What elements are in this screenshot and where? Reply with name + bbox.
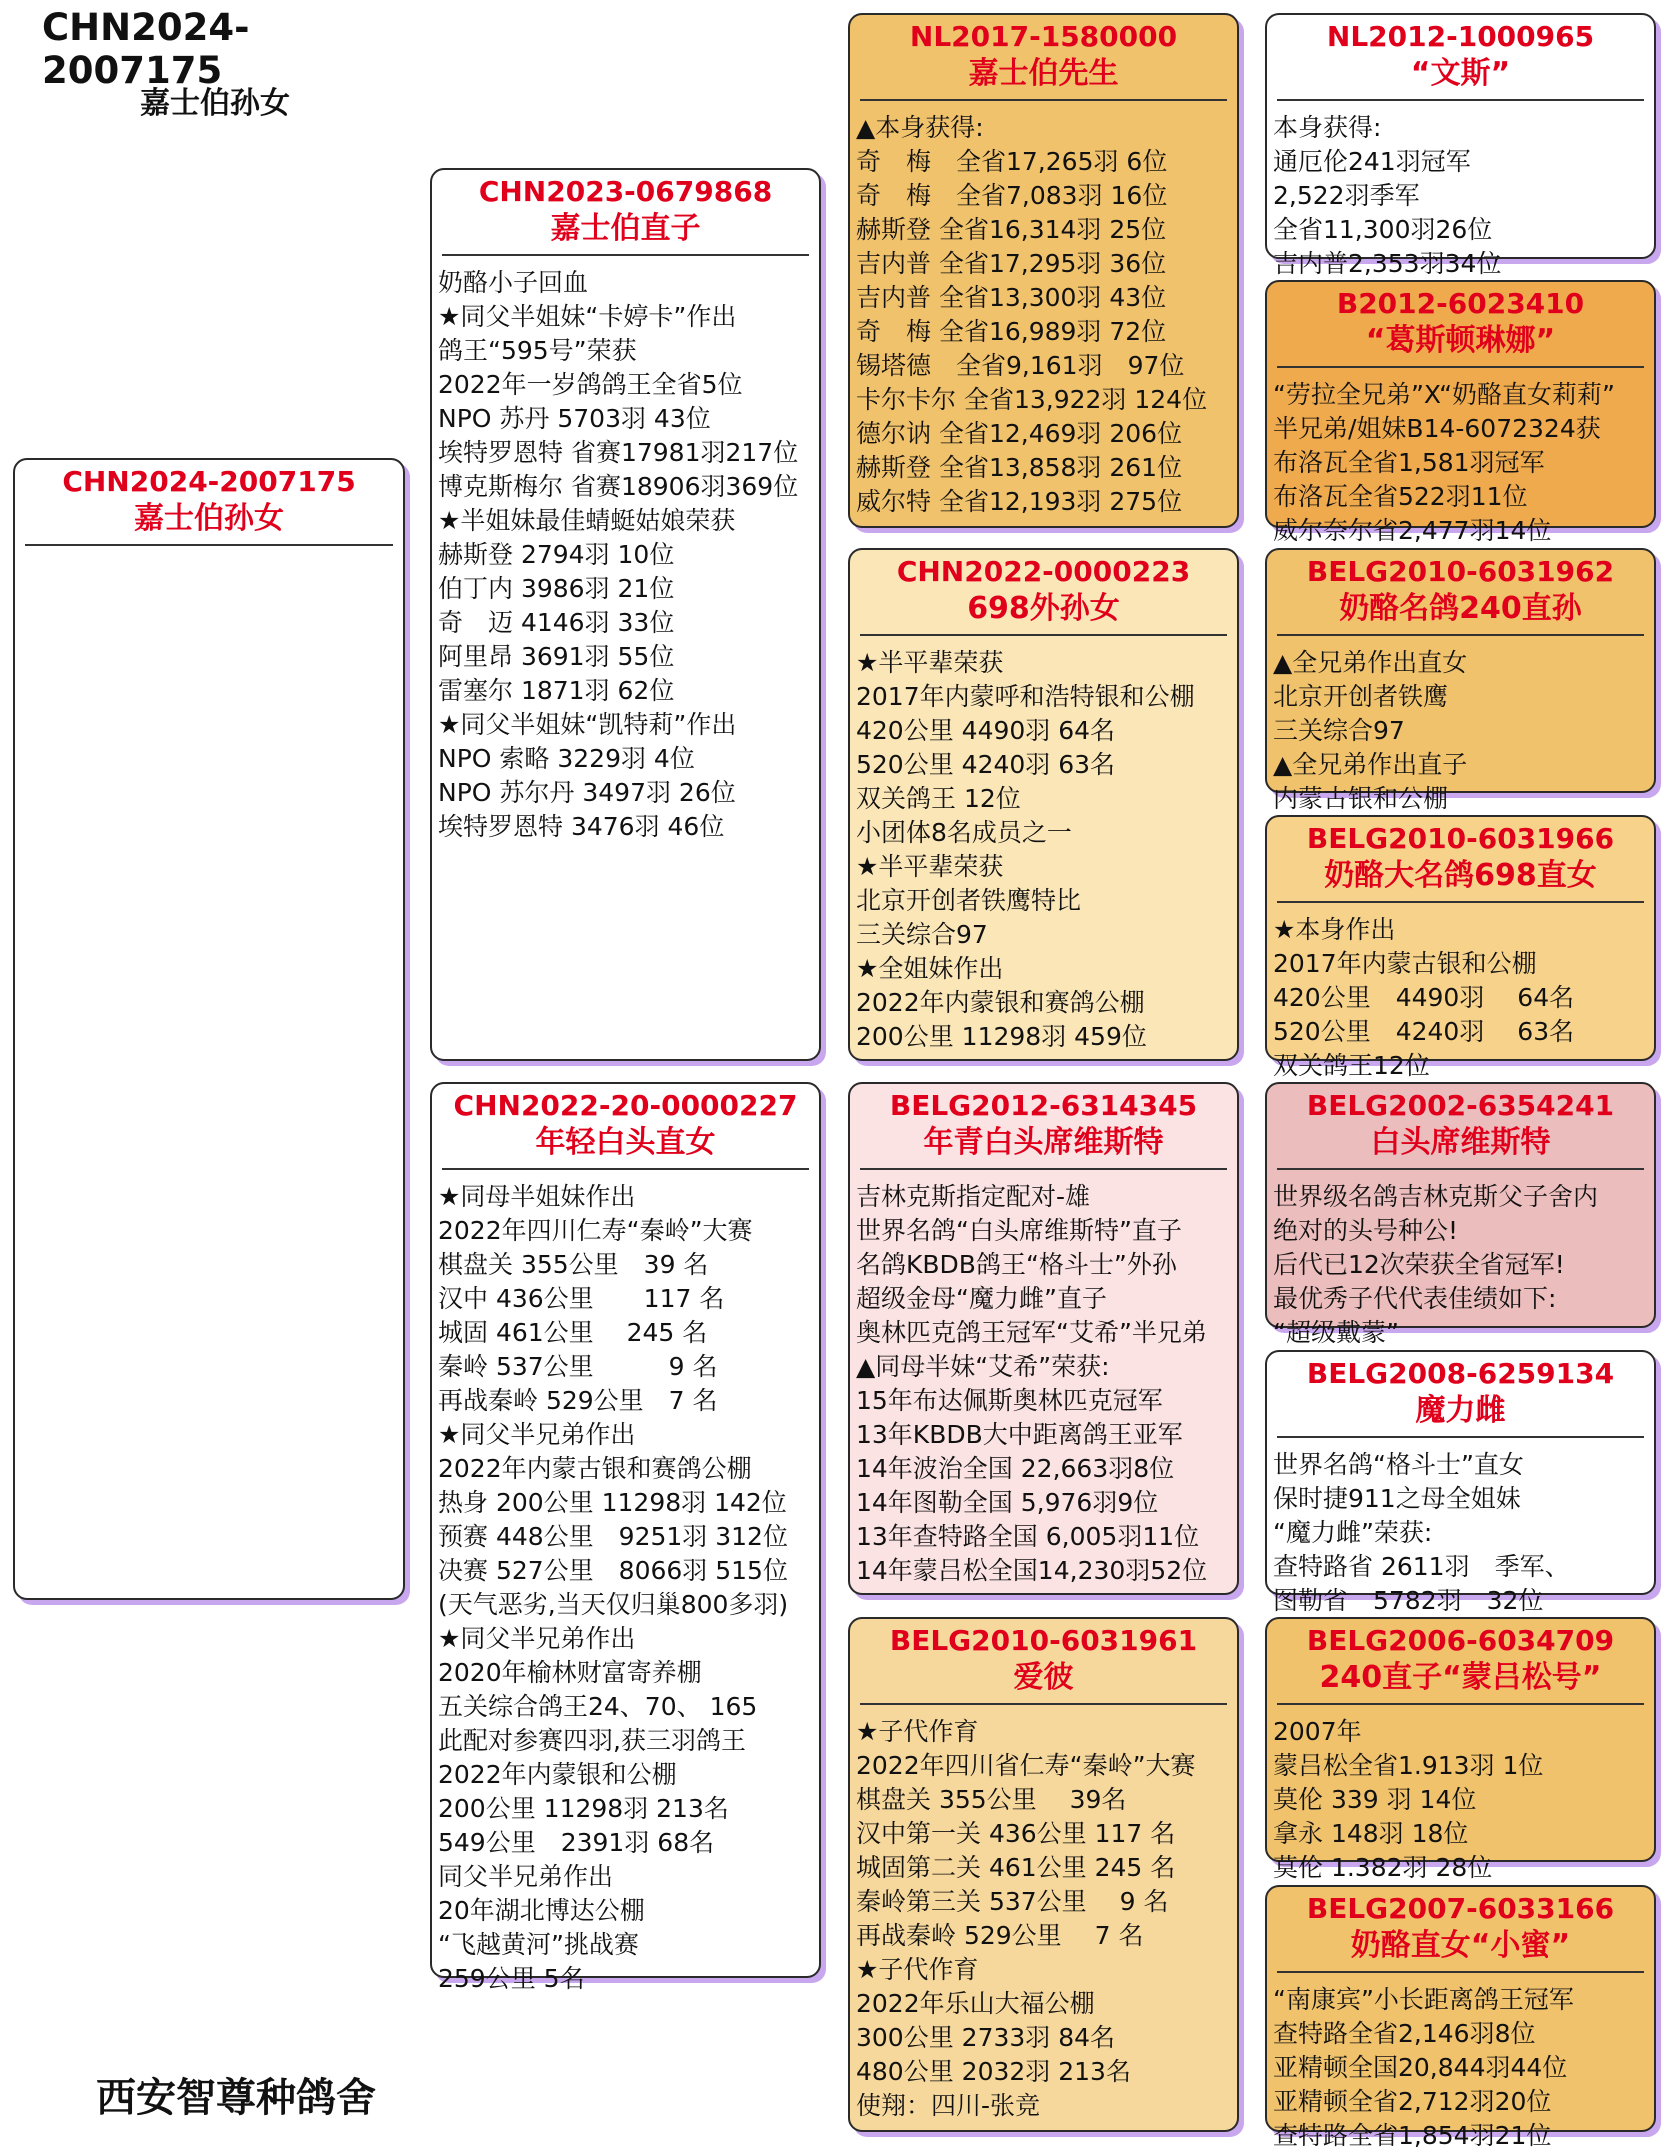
card-body (1267, 1983, 1654, 2153)
achievement-line: 德尔讷 全省12,469羽 206位 (856, 419, 1183, 448)
achievement-line: 城固第二关 461公里 245 名 (856, 1853, 1176, 1882)
divider (1277, 1971, 1644, 1973)
card-sire-sire[interactable] (848, 13, 1239, 528)
achievement-line: 拿永 148羽 18位 (1273, 1819, 1469, 1848)
card-subject[interactable] (13, 458, 405, 1600)
achievement-line: 本身获得: (1273, 113, 1382, 142)
achievement-line: 蒙吕松全省1.913羽 1位 (1273, 1751, 1544, 1780)
card-body (1267, 1180, 1654, 1350)
achievement-line: 后代已12次荣获全省冠军! (1273, 1250, 1565, 1279)
ring-number: CHN2023-0679868 (478, 175, 773, 208)
achievement-line: 奶酪小子回血 (438, 268, 589, 297)
achievement-line: “超级戴蒙” (1273, 1318, 1399, 1347)
achievement-line: 汉中 436公里 117 名 (438, 1284, 725, 1313)
achievement-line: 北京开创者铁鹰 (1273, 682, 1449, 711)
ring-number: BELG2008-6259134 (1306, 1357, 1615, 1390)
achievement-line: 吉内普 全省13,300羽 43位 (856, 283, 1167, 312)
card-dam[interactable] (430, 1082, 821, 1993)
achievement-line: 奇 迈 4146羽 33位 (438, 608, 675, 637)
achievement-line: 520公里 4240羽 63名 (856, 750, 1116, 779)
achievement-line: 图勒省 5782羽 32位 (1273, 1586, 1544, 1615)
bird-name: 嘉士伯先生 (968, 56, 1119, 91)
achievement-line: ★同母半姐妹作出 (438, 1182, 636, 1211)
achievement-line: 博克斯梅尔 省赛18906羽369位 (438, 472, 799, 501)
achievement-line: 双关鸽王 12位 (856, 784, 1021, 813)
achievement-line: ▲全兄弟作出直子 (1273, 750, 1468, 779)
achievement-line: 再战秦岭 529公里 7 名 (438, 1386, 718, 1415)
achievement-line: 半兄弟/姐妹B14-6072324获 (1273, 414, 1601, 443)
achievement-line: 布洛瓦全省1,581羽冠军 (1273, 448, 1545, 477)
card-body (1267, 1715, 1654, 1885)
achievement-line: 三关综合97 (856, 920, 988, 949)
achievement-line: 汉中第一关 436公里 117 名 (856, 1819, 1176, 1848)
achievement-line: 查特路全省1,854羽21位 (1273, 2121, 1552, 2150)
achievement-line: 小团体8名成员之一 (856, 818, 1072, 847)
achievement-line: 赫斯登 2794羽 10位 (438, 540, 675, 569)
achievement-line: 2022年内蒙银和公棚 (438, 1760, 677, 1789)
achievement-line: 预赛 448公里 9251羽 312位 (438, 1522, 788, 1551)
card-body (1267, 378, 1654, 548)
achievement-line: “劳拉全兄弟”X“奶酪直女莉莉” (1273, 380, 1615, 409)
achievement-line: 14年波治全国 22,663羽8位 (856, 1454, 1175, 1483)
achievement-line: 奥林匹克鸽王冠军“艾希”半兄弟 (856, 1318, 1207, 1347)
ring-number: BELG2012-6314345 (889, 1089, 1198, 1122)
card-dam-sire[interactable] (848, 1082, 1239, 1595)
ring-number: BELG2010-6031966 (1306, 822, 1615, 855)
card-body (850, 111, 1237, 519)
achievement-line: 13年KBDB大中距离鸽王亚军 (856, 1420, 1183, 1449)
achievement-line: NPO 苏丹 5703羽 43位 (438, 404, 711, 433)
bird-name: 嘉士伯孙女 (134, 501, 284, 536)
ring-number: B2012-6023410 (1336, 287, 1585, 320)
bird-name: 年青白头席维斯特 (923, 1125, 1164, 1160)
ring-number: BELG2007-6033166 (1306, 1892, 1615, 1925)
achievement-line: 世界名鸽“白头席维斯特”直子 (856, 1216, 1182, 1245)
achievement-line: 14年蒙吕松全国14,230羽52位 (856, 1556, 1208, 1585)
achievement-line: 三关综合97 (1273, 716, 1405, 745)
achievement-line: (天气恶劣,当天仅归巢800多羽) (438, 1590, 789, 1619)
card-body (1267, 913, 1654, 1083)
divider (442, 254, 809, 256)
card-body (850, 1180, 1237, 1588)
achievement-line: 2022年四川仁寿“秦岭”大赛 (438, 1216, 753, 1245)
achievement-line: 阿里昂 3691羽 55位 (438, 642, 675, 671)
achievement-line: 2017年内蒙古银和公棚 (1273, 949, 1537, 978)
divider (1277, 1168, 1644, 1170)
page-bird-name: 嘉士伯孙女 (140, 86, 290, 121)
card-dam-dam[interactable] (848, 1617, 1239, 2132)
card-sire-dam[interactable] (848, 548, 1239, 1061)
ring-number: CHN2024-2007175 (62, 465, 356, 498)
achievement-line: 通厄伦241羽冠军 (1273, 147, 1471, 176)
card-body (850, 646, 1237, 1054)
achievement-line: 2017年内蒙呼和浩特银和公棚 (856, 682, 1195, 711)
divider (1277, 99, 1644, 101)
achievement-line: 保时捷911之母全姐妹 (1273, 1484, 1521, 1513)
achievement-line: 420公里 4490羽 64名 (856, 716, 1116, 745)
achievement-line: 520公里 4240羽 63名 (1273, 1017, 1575, 1046)
achievement-line: 2,522羽季军 (1273, 181, 1420, 210)
achievement-line: 鸽王“595号”荣获 (438, 336, 637, 365)
card-dsd[interactable] (1265, 1350, 1656, 1615)
achievement-line: 卡尔卡尔 全省13,922羽 124位 (856, 385, 1208, 414)
card-sds[interactable] (1265, 548, 1656, 813)
divider (860, 99, 1227, 101)
achievement-line: 15年布达佩斯奥林匹克冠军 (856, 1386, 1163, 1415)
achievement-line: 莫伦 1.382羽 28位 (1273, 1853, 1493, 1882)
divider (1277, 634, 1644, 636)
card-ddd[interactable] (1265, 1885, 1656, 2150)
achievement-line: 200公里 11298羽 459位 (856, 1022, 1147, 1051)
divider (860, 634, 1227, 636)
achievement-line: 秦岭第三关 537公里 9 名 (856, 1887, 1169, 1916)
bird-name: 年轻白头直女 (535, 1125, 716, 1160)
ring-number: BELG2010-6031962 (1306, 555, 1615, 588)
achievement-line: 2022年乐山大福公棚 (856, 1989, 1095, 2018)
bird-name: 240直子“蒙吕松号” (1319, 1660, 1602, 1695)
achievement-line: ★半姐妹最佳蜻蜓姑娘荣获 (438, 506, 736, 535)
achievement-line: “南康宾”小长距离鸽王冠军 (1273, 1985, 1574, 2014)
bird-name: 魔力雌 (1415, 1393, 1506, 1428)
achievement-line: ▲本身获得: (856, 113, 984, 142)
card-sdd[interactable] (1265, 815, 1656, 1080)
card-dds[interactable] (1265, 1617, 1656, 1882)
achievement-line: 秦岭 537公里 9 名 (438, 1352, 718, 1381)
achievement-line: 查特路全省2,146羽8位 (1273, 2019, 1536, 2048)
achievement-line: ▲全兄弟作出直女 (1273, 648, 1468, 677)
ring-number: CHN2022-20-0000227 (453, 1089, 798, 1122)
achievement-line: 威尔特 全省12,193羽 275位 (856, 487, 1183, 516)
achievement-line: 200公里 11298羽 213名 (438, 1794, 729, 1823)
divider (860, 1168, 1227, 1170)
achievement-line: 棋盘关 355公里 39 名 (438, 1250, 709, 1279)
ring-number: BELG2002-6354241 (1306, 1089, 1615, 1122)
achievement-line: 内蒙古银和公棚 (1273, 784, 1449, 813)
achievement-line: 13年查特路全国 6,005羽11位 (856, 1522, 1200, 1551)
achievement-line: 城固 461公里 245 名 (438, 1318, 708, 1347)
achievement-line: ▲同母半妹“艾希”荣获: (856, 1352, 1110, 1381)
achievement-line: 2022年内蒙银和赛鸽公棚 (856, 988, 1145, 1017)
divider (1277, 366, 1644, 368)
achievement-line: 棋盘关 355公里 39名 (856, 1785, 1127, 1814)
card-body (432, 266, 819, 844)
achievement-line: 奇 梅 全省16,989羽 72位 (856, 317, 1167, 346)
ring-number: NL2017-1580000 (909, 20, 1178, 53)
achievement-line: 420公里 4490羽 64名 (1273, 983, 1575, 1012)
achievement-line: 再战秦岭 529公里 7 名 (856, 1921, 1144, 1950)
achievement-line: ★子代作育 (856, 1717, 979, 1746)
achievement-line: 20年湖北博达公棚 (438, 1896, 645, 1925)
achievement-line: 双关鸽王12位 (1273, 1051, 1430, 1080)
achievement-line: 2022年一岁鸽鸽王全省5位 (438, 370, 743, 399)
achievement-line: “飞越黄河”挑战赛 (438, 1930, 639, 1959)
achievement-line: 使翔：四川-张竞 (856, 2091, 1041, 2120)
achievement-line: 吉林克斯指定配对-雄 (856, 1182, 1091, 1211)
achievement-line: 决赛 527公里 8066羽 515位 (438, 1556, 788, 1585)
bird-name: 嘉士伯直子 (550, 211, 701, 246)
achievement-line: 五关综合鸽王24、70、 165 (438, 1692, 758, 1721)
achievement-line: 2020年榆林财富寄养棚 (438, 1658, 702, 1687)
divider (25, 544, 393, 546)
achievement-line: 赫斯登 全省13,858羽 261位 (856, 453, 1183, 482)
achievement-line: 雷塞尔 1871羽 62位 (438, 676, 675, 705)
achievement-line: ★半平辈荣获 (856, 648, 1004, 677)
achievement-line: ★同父半姐妹“卡婷卡”作出 (438, 302, 737, 331)
achievement-line: 布洛瓦全省522羽11位 (1273, 482, 1528, 511)
divider (860, 1703, 1227, 1705)
card-body (850, 1715, 1237, 2123)
achievement-line: 亚精顿全国20,844羽44位 (1273, 2053, 1568, 2082)
card-body (432, 1180, 819, 1996)
bird-name: 爱彼 (1013, 1660, 1074, 1695)
card-dss[interactable] (1265, 1082, 1656, 1347)
achievement-line: 绝对的头号种公! (1273, 1216, 1459, 1245)
achievement-line: NPO 索略 3229羽 4位 (438, 744, 695, 773)
achievement-line: 查特路省 2611羽 季军、 (1273, 1552, 1570, 1581)
ring-number: CHN2022-0000223 (896, 555, 1191, 588)
bird-name: 白头席维斯特 (1370, 1125, 1551, 1160)
card-ssd[interactable] (1265, 280, 1656, 545)
bird-name: 奶酪直女“小蜜” (1350, 1928, 1571, 1963)
achievement-line: 吉内普2,353羽34位 (1273, 249, 1502, 278)
ring-number: BELG2006-6034709 (1306, 1624, 1615, 1657)
achievement-line: 300公里 2733羽 84名 (856, 2023, 1116, 2052)
card-body (1267, 111, 1654, 281)
achievement-line: 埃特罗恩特 省赛17981羽217位 (438, 438, 799, 467)
achievement-line: 549公里 2391羽 68名 (438, 1828, 715, 1857)
achievement-line: NPO 苏尔丹 3497羽 26位 (438, 778, 736, 807)
achievement-line: 2007年 (1273, 1717, 1362, 1746)
achievement-line: 2022年四川省仁寿“秦岭”大赛 (856, 1751, 1196, 1780)
card-body (1267, 646, 1654, 816)
achievement-line: 北京开创者铁鹰特比 (856, 886, 1082, 915)
card-sire[interactable] (430, 168, 821, 1061)
achievement-line: 超级金母“魔力雌”直子 (856, 1284, 1107, 1313)
achievement-line: 锡塔德 全省9,161羽 97位 (856, 351, 1185, 380)
divider (1277, 901, 1644, 903)
achievement-line: 259公里 5名 (438, 1964, 585, 1993)
achievement-line: 14年图勒全国 5,976羽9位 (856, 1488, 1159, 1517)
achievement-line: 埃特罗恩特 3476羽 46位 (438, 812, 725, 841)
achievement-line: 世界名鸽“格斗士”直女 (1273, 1450, 1524, 1479)
bird-name: “葛斯顿琳娜” (1365, 323, 1556, 358)
achievement-line: ★同父半姐妹“凯特莉”作出 (438, 710, 737, 739)
achievement-line: 世界级名鸽吉林克斯父子舍内 (1273, 1182, 1599, 1211)
page-ring-number: CHN2024-2007175 (42, 6, 250, 92)
achievement-line: 奇 梅 全省17,265羽 6位 (856, 147, 1168, 176)
achievement-line: ★子代作育 (856, 1955, 979, 1984)
achievement-line: ★同父半兄弟作出 (438, 1420, 636, 1449)
bird-name: “文斯” (1410, 56, 1511, 91)
achievement-line: ★本身作出 (1273, 915, 1396, 944)
achievement-line: 热身 200公里 11298羽 142位 (438, 1488, 787, 1517)
achievement-line: 最优秀子代代表佳绩如下: (1273, 1284, 1557, 1313)
achievement-line: ★同父半兄弟作出 (438, 1624, 636, 1653)
achievement-line: 伯丁内 3986羽 21位 (438, 574, 675, 603)
achievement-line: 亚精顿全省2,712羽20位 (1273, 2087, 1552, 2116)
achievement-line: ★全姐妹作出 (856, 954, 1004, 983)
achievement-line: 同父半兄弟作出 (438, 1862, 614, 1891)
achievement-line: 莫伦 339 羽 14位 (1273, 1785, 1477, 1814)
achievement-line: 2022年内蒙古银和赛鸽公棚 (438, 1454, 752, 1483)
divider (1277, 1703, 1644, 1705)
ring-number: BELG2010-6031961 (889, 1624, 1198, 1657)
achievement-line: 威尔奈尔省2,477羽14位 (1273, 516, 1552, 545)
achievement-line: 赫斯登 全省16,314羽 25位 (856, 215, 1167, 244)
bird-name: 奶酪大名鸽698直女 (1324, 858, 1597, 893)
achievement-line: 全省11,300羽26位 (1273, 215, 1493, 244)
achievement-line: 吉内普 全省17,295羽 36位 (856, 249, 1167, 278)
achievement-line: 此配对参赛四羽,获三羽鸽王 (438, 1726, 746, 1755)
achievement-line: 奇 梅 全省7,083羽 16位 (856, 181, 1168, 210)
bird-name: 698外孙女 (967, 591, 1120, 626)
divider (442, 1168, 809, 1170)
achievement-line: 480公里 2032羽 213名 (856, 2057, 1131, 2086)
achievement-line: ★半平辈荣获 (856, 852, 1004, 881)
card-sss[interactable] (1265, 13, 1656, 278)
achievement-line: 名鸽KBDB鸽王“格斗士”外孙 (856, 1250, 1177, 1279)
ring-number: NL2012-1000965 (1326, 20, 1595, 53)
loft-name: 西安智尊种鸽舍 (96, 2075, 376, 2121)
bird-name: 奶酪名鸽240直孙 (1339, 591, 1582, 626)
divider (1277, 1436, 1644, 1438)
achievement-line: “魔力雌”荣获: (1273, 1518, 1433, 1547)
card-body (1267, 1448, 1654, 1618)
